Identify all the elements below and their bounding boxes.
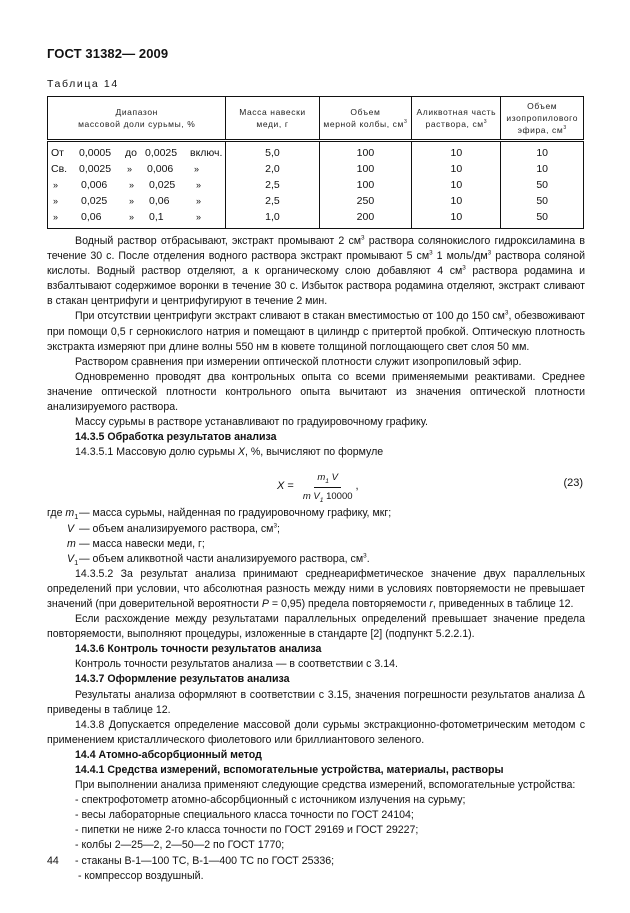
formula-fraction: $\frac{m_1 V}{m V_1 10000}$ — [302, 472, 353, 504]
paragraph-14-3-5-2: 14.3.5.2 За результат анализа принимают среднеарифметическое значение двух параллельных определений при условии, что абсолютная разность между ними в условиях повторяемости не превышает значений (при доверительной вероятности P = 0,95) предела повторяемости r, приведенных в таблице 12. — [47, 567, 585, 610]
heading-14-4-1: 14.4.1 Средства измерений, вспомогательные устройства, материалы, растворы — [75, 764, 504, 776]
aliquot-cell: 10 — [412, 161, 501, 177]
table-row — [48, 193, 584, 209]
equation-number: (23) — [563, 477, 583, 490]
legend-description: — масса сурьмы, найденная по градуировочному графику, мкг; — [79, 507, 392, 520]
paragraph-reference-solution: Раствором сравнения при измерении оптической плотности служит изопропиловый эфир. — [75, 355, 522, 368]
aliquot-cell: 10 — [412, 209, 501, 229]
range-cell: » 0,006 » 0,025 » — [48, 177, 226, 193]
paragraph-calibration: Массу сурьмы в растворе устанавливают по градуировочному графику. — [75, 416, 428, 429]
heading-14-3-6: 14.3.6 Контроль точности результатов анализа — [75, 643, 322, 656]
formula-23 — [47, 464, 585, 504]
table-row — [48, 209, 584, 229]
equipment-list-item: - весы лабораторные специального класса точности по ГОСТ 24104; — [75, 809, 414, 822]
document-body — [47, 234, 585, 884]
flask-cell: 200 — [319, 209, 412, 229]
ether-cell: 10 — [501, 141, 584, 162]
range-cell: » 0,025 » 0,06 » — [48, 193, 226, 209]
equipment-list-item: - стаканы В-1—100 ТС, В-1—400 ТС по ГОСТ 25336; — [75, 854, 335, 867]
legend-description: — объем аликвотной части анализируемого раствора, $см^3$. — [79, 552, 370, 565]
legend-symbol: $V_1$ — [67, 552, 79, 567]
equipment-list-item: - пипетки не ниже 2-го класса точности по ГОСТ 29169 и ГОСТ 29227; — [75, 824, 419, 837]
mass-cell: 5,0 — [226, 141, 319, 162]
ether-cell: 50 — [501, 193, 584, 209]
equipment-list-item: - компрессор воздушный. — [75, 869, 204, 882]
legend-symbol: m — [67, 537, 76, 550]
legend-symbol: где $m_1$ — [47, 507, 79, 522]
table-header-row — [48, 97, 584, 141]
paragraph-accuracy-control: Контроль точности результатов анализа — в соответствии с 3.14. — [75, 658, 398, 671]
flask-cell: 250 — [319, 193, 412, 209]
heading-14-4: 14.4 Атомно-абсорбционный метод — [75, 748, 262, 761]
mass-cell: 2,5 — [226, 193, 319, 209]
column-header-flask-volume: Объем мерной колбы, $см^3$ — [319, 97, 412, 141]
table-row — [48, 161, 584, 177]
paragraph-no-centrifuge: При отсутствии центрифуги экстракт сливают в стакан вместимостью от 100 до 150 $см^3$, обезвоживают при помощи 0,5 г сернокислого натрия и помещают в цилиндр с притертой пробкой. Оптическую плотность экстракта измеряют при длине волны 550 нм в кювете толщиной поглощающего свет слоя 50 мм. — [47, 309, 585, 353]
legend-description: — масса навески меди, г; — [79, 537, 205, 550]
aliquot-cell: 10 — [412, 193, 501, 209]
flask-cell: 100 — [319, 177, 412, 193]
legend-symbol: V — [67, 522, 75, 535]
column-header-mass: Масса навески меди, г — [226, 97, 319, 141]
table-14 — [47, 96, 584, 229]
range-cell: От 0,0005 до 0,0025 включ. — [48, 141, 226, 162]
mass-cell: 2,5 — [226, 177, 319, 193]
flask-cell: 100 — [319, 141, 412, 162]
equipment-list-item: - спектрофотометр атомно-абсорбционный с источником излучения на сурьму; — [75, 794, 466, 807]
column-header-aliquot: Аликвотная часть раствора, $см^3$ — [412, 97, 501, 141]
paragraph-results-format: Результаты анализа оформляют в соответствии с 3.15, значения погрешности результатов анализа Δ приведены в таблице 12. — [47, 688, 585, 716]
aliquot-cell: 10 — [412, 141, 501, 162]
range-cell: » 0,06 » 0,1 » — [48, 209, 226, 229]
ether-cell: 50 — [501, 177, 584, 193]
paragraph-equipment-intro: При выполнении анализа применяют следующие средства измерений, вспомогательные устройства: — [75, 779, 576, 792]
heading-14-3-5: 14.3.5 Обработка результатов анализа — [75, 431, 277, 444]
equipment-list-item: - колбы 2—25—2, 2—50—2 по ГОСТ 1770; — [75, 839, 285, 852]
column-header-ether-volume: Объем изопропилового эфира, $см^3$ — [501, 97, 584, 141]
ether-cell: 50 — [501, 209, 584, 229]
heading-14-3-7: 14.3.7 Оформление результатов анализа — [75, 673, 290, 686]
mass-cell: 1,0 — [226, 209, 319, 229]
ether-cell: 10 — [501, 161, 584, 177]
table-row — [48, 141, 584, 162]
table-caption: Таблица 14 — [47, 78, 119, 90]
aliquot-cell: 10 — [412, 177, 501, 193]
paragraph-control-experiments: Одновременно проводят два контрольных опыта со всеми применяемыми реактивами. Среднее значение оптической плотности контрольного опыта вычитают из значения оптической плотности анализируемого раствора. — [47, 370, 585, 414]
paragraph-14-3-8: 14.3.8 Допускается определение массовой доли сурьмы экстракционно-фотометрическим методом с применением кристаллического фиолетового или бриллиантового зеленого. — [47, 718, 585, 746]
formula-legend — [47, 506, 585, 566]
paragraph-14-3-5-1: 14.3.5.1 Массовую долю сурьмы X, %, вычисляют по формуле — [75, 446, 384, 459]
formula-expression: X = $\frac{m_1 V}{m V_1 10000}$ , — [277, 472, 359, 504]
paragraph-discrepancy: Если расхождение между результатами параллельных определений превышает значение предела повторяемости, выполняют процедуры, изложенные в стандарте [2] (подпункт 5.2.2.1). — [47, 613, 585, 641]
column-header-range: Диапазон массовой доли сурьмы, % — [48, 97, 226, 141]
table-row — [48, 177, 584, 193]
document-header: ГОСТ 31382— 2009 — [47, 46, 169, 61]
page-number: 44 — [47, 855, 59, 867]
paragraph-washing: Водный раствор отбрасывают, экстракт промывают 2 $см^3$ раствора солянокислого гидроксиламина в течение 30 с. После отделения водного раствора экстракт промывают 5 $см^3$ 1 моль/$дм^3$ раствора соляной кислоты. Водный раствор отделяют, а к органическому слою добавляют 4 $см^3$ раствора родамина и взбалтывают содержимое воронки в течение 30 с. Избыток раствора родамина отделяют, экстракт сливают в стакан центрифуги и центрифугируют в течение 2 мин. — [47, 234, 585, 308]
mass-cell: 2,0 — [226, 161, 319, 177]
range-cell: Св. 0,0025 » 0,006 » — [48, 161, 226, 177]
legend-description: — объем анализируемого раствора, $см^3$; — [79, 521, 280, 535]
flask-cell: 100 — [319, 161, 412, 177]
